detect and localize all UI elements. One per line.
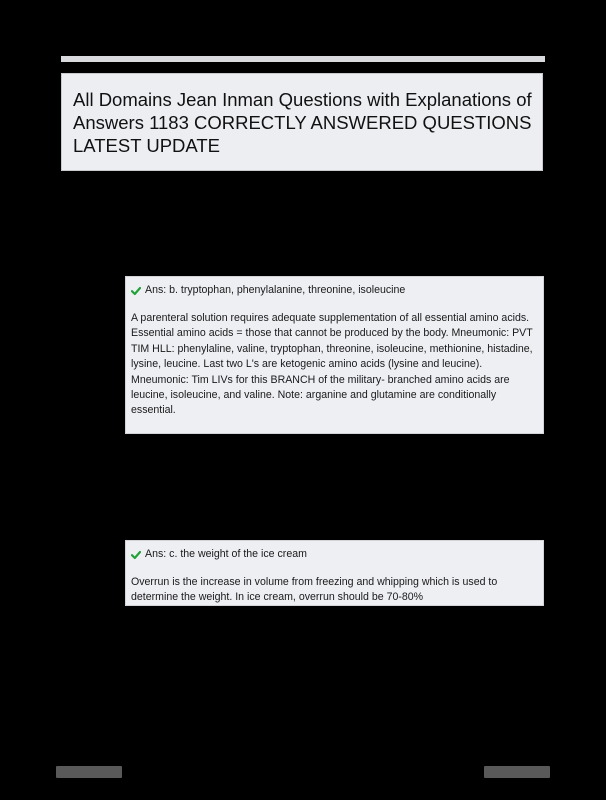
title-box	[61, 73, 543, 171]
header-rule	[61, 56, 545, 62]
explanation-text: A parenteral solution requires adequate supplementation of all essential amino acids. Essential amino acids = those that cannot be produced by the body. Mneumonic: PVT TIM HLL: phenylaline, valine, tryptophan, threonine, isoleucine, methionine, histadine, lysine, leucine. Last two L's are ketogenic amino acids (lysine and leucine). Mneumonic: Tim LIVs for this BRANCH of the military- branched amino acids are leucine, isoleucine, and valine. Note: arganine and glutamine are conditionally essential.	[131, 312, 533, 417]
check-icon	[131, 550, 141, 560]
answer-line	[131, 283, 538, 299]
check-icon	[131, 286, 141, 296]
footer-watermark-left	[56, 766, 122, 778]
answer-card-2	[125, 540, 544, 606]
footer-page-number-blurred	[484, 766, 550, 778]
answer-line	[131, 547, 538, 563]
answer-text: Ans: c. the weight of the ice cream	[145, 548, 307, 561]
answer-card-1	[125, 276, 544, 434]
explanation-text: Overrun is the increase in volume from freezing and whipping which is used to determine the weight. In ice cream, overrun should be 70-80%	[131, 576, 501, 604]
answer-text: Ans: b. tryptophan, phenylalanine, threonine, isoleucine	[145, 284, 406, 297]
document-title: All Domains Jean Inman Questions with Explanations of Answers 1183 CORRECTLY ANSWERED QUESTIONS LATEST UPDATE	[73, 89, 532, 156]
